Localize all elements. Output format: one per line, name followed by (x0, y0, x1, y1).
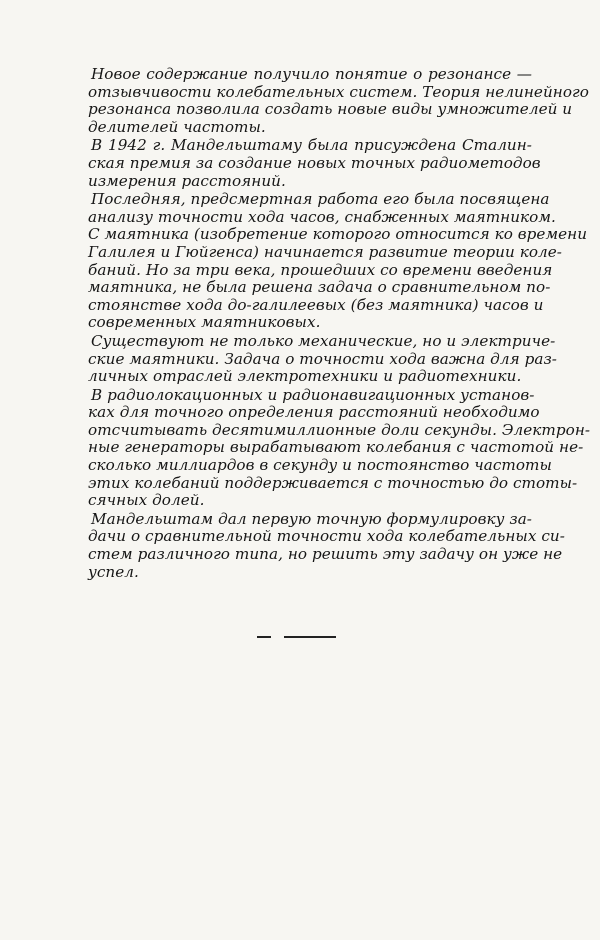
text-line: В радиолокационных и радионавигационных установ- (91, 385, 535, 404)
text-line: сколько миллиардов в секунду и постоянство частоты (88, 456, 552, 475)
text-line: баний. Но за три века, прошедших со времени введения (88, 260, 553, 279)
text-line: анализу точности хода часов, снабженных маятником. (88, 207, 556, 226)
text-line: сячных долей. (88, 491, 205, 510)
text-line: ские маятники. Задача о точности хода важна для раз- (88, 349, 557, 368)
body-text (88, 65, 591, 582)
text-line: современных маятниковых. (88, 313, 321, 332)
text-line: отзывчивости колебательных систем. Теория нелинейного (88, 82, 589, 101)
text-line: ные генераторы вырабатывают колебания с частотой не- (88, 438, 584, 457)
paragraph-formulation (88, 509, 565, 581)
text-line: С маятника (изобретение которого относится ко времени (88, 225, 588, 244)
text-line: этих колебаний поддерживается с точностью до стоты- (88, 473, 578, 492)
text-line: В 1942 г. Мандельштаму была присуждена Сталин- (91, 136, 532, 155)
text-line: ская премия за создание новых точных радиометодов (88, 153, 541, 172)
text-line: резонанса позволила создать новые виды умножителей и (88, 100, 573, 119)
text-line: Галилея и Гюйгенса) начинается развитие теории коле- (88, 242, 562, 261)
paragraph-stalin-prize (88, 136, 541, 190)
text-line: маятника, не была решена задача о сравнительном по- (88, 278, 551, 297)
paragraph-electric-pendulums (88, 331, 557, 386)
paragraph-pendulum (88, 190, 588, 332)
text-line: отсчитывать десятимиллионные доли секунды. Электрон- (88, 420, 591, 439)
paragraph-radiolocation (88, 385, 591, 510)
text-line: стем различного типа, но решить эту задачу он уже не (88, 545, 563, 564)
text-line: успел. (88, 562, 139, 581)
text-line: Последняя, предсмертная работа его была посвящена (91, 190, 550, 209)
section-end-rule-short (257, 636, 271, 638)
text-line: дачи о сравнительной точности хода колебательных си- (88, 527, 565, 546)
text-line: Новое содержание получило понятие о резонансе — (91, 65, 532, 83)
text-line: личных отраслей электротехники и радиотехники. (88, 367, 522, 386)
text-line: Мандельштам дал первую точную формулировку за- (91, 509, 532, 528)
text-line: стоянстве хода до-галилеевых (без маятника) часов и (88, 295, 544, 314)
paragraph-resonance (88, 65, 589, 136)
section-end-rule-long (284, 636, 336, 638)
text-line: ках для точного определения расстояний необходимо (88, 403, 540, 422)
text-line: делителей частоты. (88, 117, 266, 136)
text-line: измерения расстояний. (88, 171, 286, 190)
text-line: Существуют не только механические, но и электриче- (91, 331, 556, 350)
